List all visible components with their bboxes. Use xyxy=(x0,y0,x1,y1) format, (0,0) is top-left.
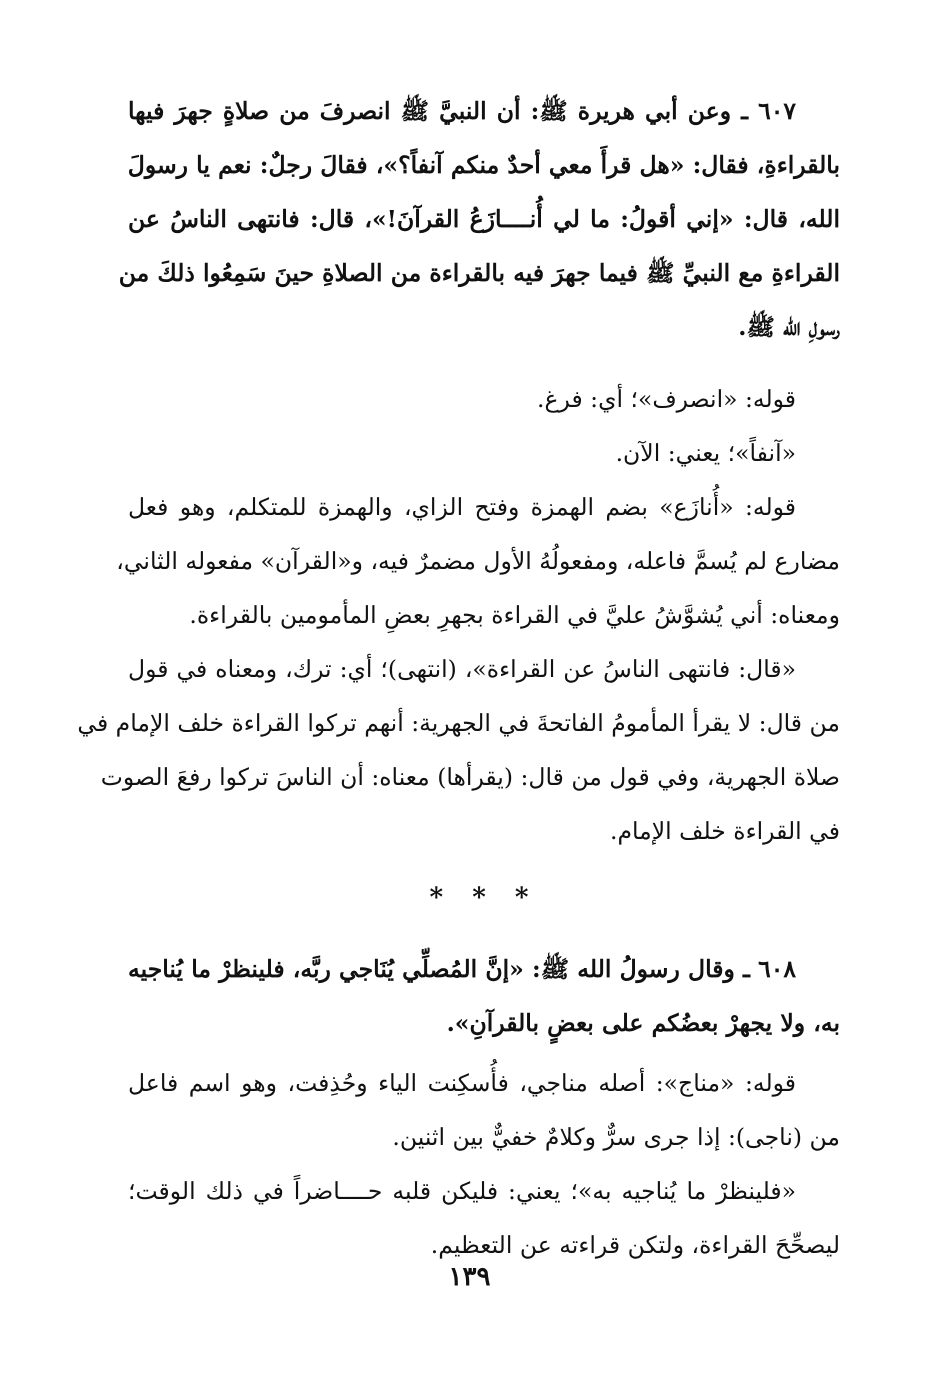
commentary-line: من (ناجى): إذا جرى سرٌّ وكلامٌ خفيٌّ بين اثنين. xyxy=(392,1123,840,1151)
commentary-608 xyxy=(128,1056,840,1272)
commentary-line: ليصحِّحَ القراءة، ولتكن قراءته عن التعظيم. xyxy=(430,1231,840,1259)
hadith-line: القراءةِ مع النبيِّ ﷺ فيما جهرَ فيه بالقراءة من الصلاةِ حينَ سَمِعُوا ذلكَ من xyxy=(118,259,840,287)
commentary-line: مضارع لم يُسمَّ فاعله، ومفعولُهُ الأول مضمرٌ فيه، و«القرآن» مفعوله الثاني، xyxy=(116,547,840,575)
commentary-line: قوله: «مناج»: أصله مناجي، فأُسكِنت الياء وحُذِفت، وهو اسم فاعل xyxy=(128,1069,796,1097)
hadith-line: رسولِ الله ﷺ. xyxy=(738,313,840,341)
commentary-line: صلاة الجهرية، وفي قول من قال: (يقرأها) معناه: أن الناسَ تركوا رفعَ الصوت xyxy=(100,763,840,791)
hadith-608 xyxy=(128,942,840,1050)
commentary-line: قوله: «أُنازَع» بضم الهمزة وفتح الزاي، والهمزة للمتكلم، وهو فعل xyxy=(128,493,796,521)
hadith-line: الله، قال: «إني أقولُ: ما لي أُنــــازَعُ القرآنَ!»، قال: فانتهى الناسُ عن xyxy=(128,205,840,233)
commentary-line: «آنفاً»؛ يعني: الآن. xyxy=(615,439,796,467)
hadith-line: ٦٠٨ ـ وقال رسولُ الله ﷺ: «إنَّ المُصلِّي يُنَاجي ربَّه، فلينظرْ ما يُناجيه xyxy=(128,955,796,983)
hadith-line: به، ولا يجهرْ بعضُكم على بعضٍ بالقرآنِ». xyxy=(446,1009,840,1037)
hadith-line: ٦٠٧ ـ وعن أبي هريرة ﷺ: أن النبيَّ ﷺ انصرفَ من صلاةٍ جهرَ فيها xyxy=(128,97,796,125)
commentary-line: في القراءة خلف الإمام. xyxy=(610,817,840,845)
commentary-607 xyxy=(77,372,840,858)
section-separator: * * * xyxy=(429,883,539,913)
page-number: ١٣٩ xyxy=(448,1262,491,1292)
hadith-line: بالقراءةِ، فقال: «هل قرأَ معي أحدٌ منكم آنفاً؟»، فقالَ رجلٌ: نعم يا رسولَ xyxy=(127,151,840,179)
commentary-line: ومعناه: أني يُشوَّشُ عليَّ في القراءة بجهرِ بعضِ المأمومين بالقراءة. xyxy=(189,601,840,629)
commentary-line: من قال: لا يقرأ المأمومُ الفاتحةَ في الجهرية: أنهم تركوا القراءة خلف الإمام في xyxy=(77,709,840,737)
page-body xyxy=(77,84,840,1272)
hadith-607 xyxy=(118,84,840,354)
commentary-line: «قال: فانتهى الناسُ عن القراءة»، (انتهى)؛ أي: ترك، ومعناه في قول xyxy=(128,655,796,683)
commentary-line: «فلينظرْ ما يُناجيه به»؛ يعني: فليكن قلبه حــــاضراً في ذلك الوقت؛ xyxy=(128,1177,796,1205)
commentary-line: قوله: «انصرف»؛ أي: فرغ. xyxy=(537,385,796,413)
